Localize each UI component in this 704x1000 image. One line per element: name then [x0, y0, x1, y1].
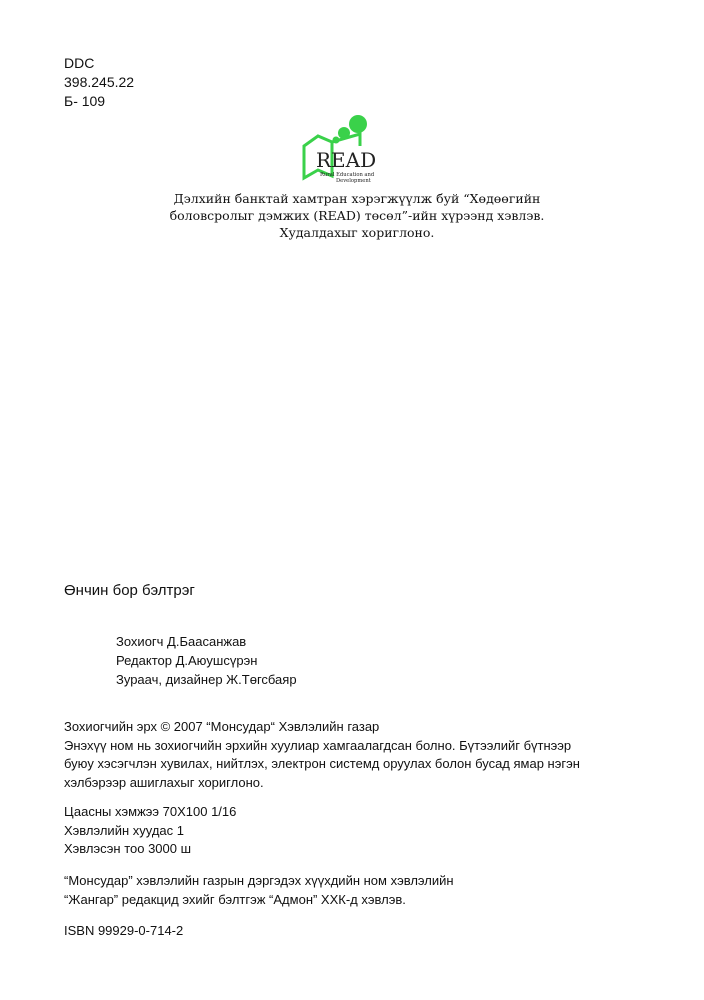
copyright-line-4: хэлбэрээр ашиглахыг хориглоно.: [64, 774, 264, 790]
sponsor-line-1: Дэлхийн банктай хамтран хэрэгжүүлж буй “Хөдөөгийн: [173, 191, 541, 206]
read-logo-graphic: [300, 112, 390, 190]
logo-tagline-2: Development: [336, 178, 371, 184]
credit-editor: Редактор Д.Аюушсүрэн: [116, 653, 258, 668]
sponsor-note: [150, 190, 564, 241]
sponsor-line-3: Худалдахыг хориглоно.: [279, 225, 435, 240]
ddc-number: 398.245.22: [64, 74, 135, 90]
ddc-block: [64, 54, 134, 111]
book-title: Өнчин бор бэлтрэг: [64, 582, 195, 599]
credit-author: Зохиогч Д.Баасанжав: [116, 634, 247, 649]
ddc-label: DDC: [64, 55, 95, 71]
publisher-line-1: “Монсудар” хэвлэлийн газрын дэргэдэх хүүхдийн ном хэвлэлийн: [64, 873, 454, 888]
logo-tagline-1: Rural Education and: [320, 172, 375, 178]
copyright-line-2: Энэхүү ном нь зохиогчийн эрхийн хуулиар хамгаалагдсан болно. Бүтээлийг бүтнээр: [64, 737, 572, 753]
ddc-code: Б- 109: [64, 93, 106, 109]
spec-paper-size: Цаасны хэмжээ 70X100 1/16: [64, 804, 237, 819]
copyright-line-1: Зохиогчийн эрх © 2007 “Монсудар“ Хэвлэлийн газар: [64, 719, 380, 734]
read-logo: [300, 112, 390, 190]
credits-block: [116, 632, 297, 689]
specs-block: [64, 803, 236, 859]
spec-sheets: Хэвлэлийн хуудас 1: [64, 822, 184, 838]
isbn: ISBN 99929-0-714-2: [64, 923, 184, 938]
logo-circle-large: [349, 115, 367, 133]
publisher-block: [64, 872, 454, 909]
credit-illustrator: Зураач, дизайнер Ж.Төгсбаяр: [116, 672, 297, 687]
publisher-line-2: “Жангар” редакцид эхийг бэлтгэж “Адмон” ХХК-д хэвлэв.: [64, 891, 406, 907]
logo-wordmark: READ: [316, 148, 377, 172]
copyright-block: [64, 718, 580, 792]
copyright-line-3: буюу хэсэгчлэн хувилах, нийтлэх, электрон системд оруулах болон бусад ямар нэгэн: [64, 756, 580, 771]
spec-print-run: Хэвлэсэн тоо 3000 ш: [64, 841, 192, 856]
sponsor-line-2: боловсролыг дэмжих (READ) төсөл”-ийн хүрээнд хэвлэв.: [169, 208, 545, 223]
